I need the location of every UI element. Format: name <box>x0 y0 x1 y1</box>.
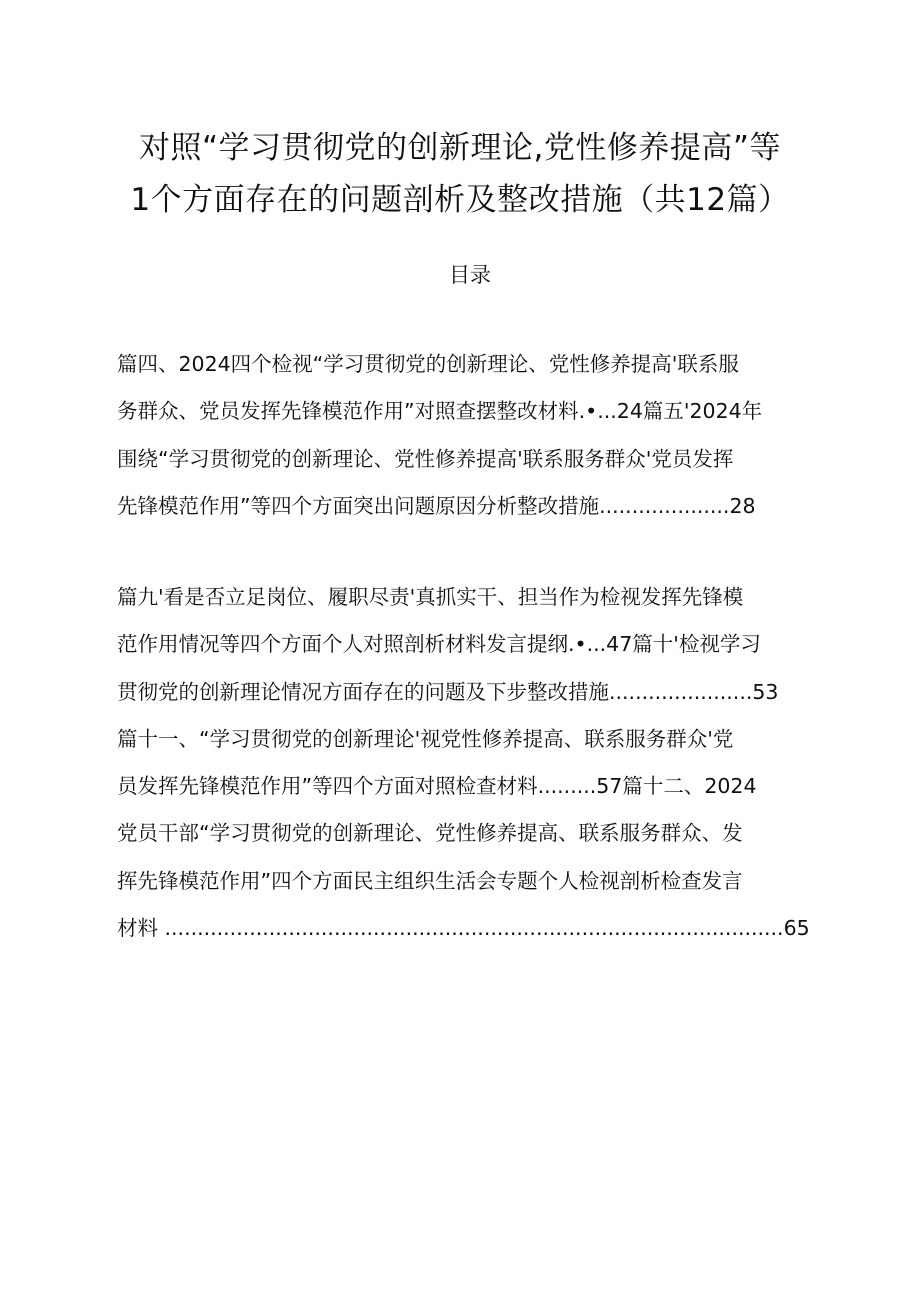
toc-line: 篇九'看是否立足岗位、履职尽责'真抓实干、担当作为检视发挥先锋模 <box>117 585 744 609</box>
toc-line: 先锋模范作用”等四个方面突出问题原因分析整改措施....................28 <box>117 493 756 518</box>
toc-line: 围绕“学习贯彻党的创新理论、党性修养提高'联系服务群众'党员发挥 <box>117 446 734 471</box>
toc-line: 务群众、党员发挥先锋模范作用”对照查摆整改材料.•...24篇五'2024年 <box>117 399 763 424</box>
toc-line: 贯彻党的创新理论情况方面存在的问题及下步整改措施......................53 <box>117 679 779 704</box>
title-line-1: 对照“学习贯彻党的创新理论,党性修养提高”等 <box>139 130 781 166</box>
toc-line: 员发挥先锋模范作用”等四个方面对照检查材料.........57篇十二、2024 <box>117 774 757 799</box>
toc-heading: 目录 <box>449 263 491 287</box>
toc-line: 材料 ...............................................................................................65 <box>117 916 810 941</box>
document-title <box>60 122 860 226</box>
toc-line: 篇四、2024四个检视“学习贯彻党的创新理论、党性修养提高'联系服 <box>117 352 739 376</box>
toc-line: 党员干部“学习贯彻党的创新理论、党性修养提高、联系服务群众、发 <box>117 821 743 846</box>
toc-line: 挥先锋模范作用”四个方面民主组织生活会专题个人检视剖析检查发言 <box>117 868 743 893</box>
title-line-2: 1个方面存在的问题剖析及整改措施（共12篇） <box>130 182 790 218</box>
toc-line: 篇十一、“学习贯彻党的创新理论'视党性修养提高、联系服务群众'党 <box>117 726 734 751</box>
toc-line: 范作用情况等四个方面个人对照剖析材料发言提纲.•...47篇十'检视学习 <box>117 632 761 657</box>
toc-block-1 <box>117 341 837 530</box>
toc-block-2 <box>117 574 837 952</box>
